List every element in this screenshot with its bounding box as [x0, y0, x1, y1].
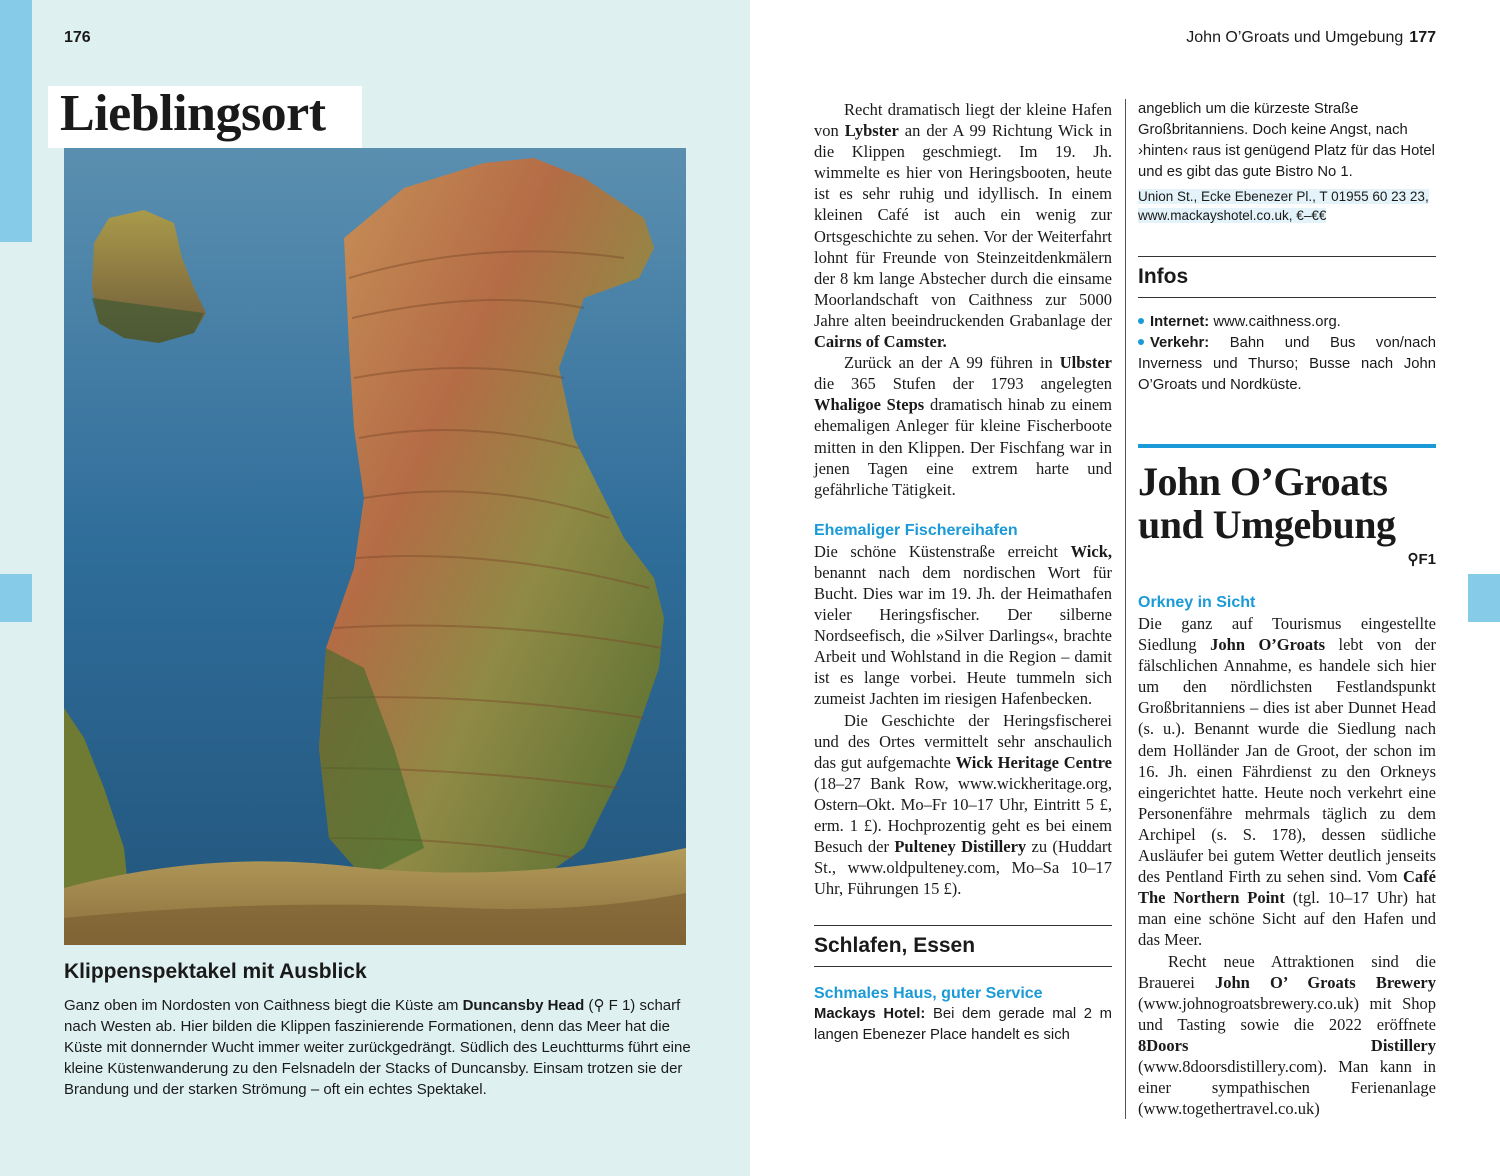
section-title: John O’Groats und Umgebung	[1138, 459, 1396, 547]
hotel-text: Mackays Hotel: Bei dem gerade mal 2 m langen Ebenezer Place handelt es sich	[814, 1006, 1113, 1044]
column-2	[1138, 99, 1436, 1119]
column-divider	[1125, 99, 1126, 1119]
subhead-orkney: Orkney in Sicht	[1138, 594, 1256, 611]
page-title: Lieblingsort	[60, 85, 326, 142]
left-body-text: Ganz oben im Nordosten von Caithness biegt die Küste am Duncansby Head (⚲ F 1) scharf nach Westen ab. Hier bilden die Klippen faszinierende Formationen, denn das Meer hat die Küste mit donnernder Wucht immer weiter zurückgedrängt. Südlich des Leuchtturms führt eine kleine Küstenwanderung zu den Felsnadeln der Stacks of Duncansby. Einsam trotzen sie der Brandung und der starken Strömung – oft ein echtes Spektakel.	[64, 997, 691, 1098]
bullet-icon	[1138, 318, 1144, 324]
info-item-internet: Internet: www.caithness.org.	[1138, 312, 1436, 333]
box-title-schlafen: Schlafen, Essen	[814, 934, 976, 958]
thumb-tab-top-left	[0, 0, 32, 242]
info-item-verkehr: Verkehr: Bahn und Bus von/nach Inverness und Thurso; Busse nach John O’Groats und Nordküste.	[1138, 335, 1436, 393]
box-title-infos: Infos	[1138, 265, 1189, 288]
running-header	[1186, 29, 1436, 47]
paragraph-john-ogroats: Die ganz auf Tourismus eingestellte Siedlung John O’Groats lebt von der fälschlichen Annahme, es handele sich hier um den nördlichsten Festlandspunkt Großbritanniens – dies ist aber Dunnet Head (s. u.). Benannt wurde die Siedlung nach dem Holländer Jan de Groot, der schon im 16. Jh. einen Fährdienst zu den Orkneys eingerichtet hatte. Heute noch verkehrt eine Personenfähre mehrmals täglich zu dem Archipel (s. S. 178), dessen südliche Ausläufer bei gutem Wetter deutlich jenseits des Pentland Firth zu sehen sind. Vom Café The Northern Point (tgl. 10–17 Uhr) hat man eine schöne Sicht auf den Hafen und das Meer.	[1138, 614, 1437, 950]
paragraph-heritage: Die Geschichte der Heringsfischerei und des Ortes vermittelt sehr anschaulich das gut aufgemachte Wick Heritage Centre (18–27 Bank Row, www.wickheritage.org, Ostern–Okt. Mo–Fr 10–17 Uhr, Eintritt 5 £, erm. 1 £). Hochprozentig geht es bei einem Besuch der Pulteney Distillery zu (Huddart St., www.oldpulteney.com, Mo–Sa 10–17 Uhr, Führungen 15 £).	[814, 710, 1113, 899]
page-number-left: 176	[64, 29, 91, 46]
column-1	[814, 99, 1112, 1046]
map-pin-icon: ⚲	[1407, 551, 1419, 568]
paragraph-wick: Die schöne Küstenstraße erreicht Wick, benannt nach dem nordischen Wort für Bucht. Dies war im 19. Jh. der Heimathafen vieler Heringsfischer. Der silberne Nordseefisch, die »Silver Darlings«, brachte Arbeit und Wohlstand in die Region – damit ist es lange vorbei. Heute tummeln sich zumeist Jachten im riesigen Hafenbecken.	[814, 541, 1112, 709]
thumb-tab-right	[1468, 574, 1500, 622]
running-header-title: John O’Groats und Umgebung	[1186, 29, 1404, 46]
bullet-icon	[1138, 339, 1144, 345]
infos-list	[1138, 312, 1436, 396]
infos-rule-bottom	[1138, 297, 1436, 298]
paragraph-attraktionen: Recht neue Attraktionen sind die Brauerei John O’ Groats Brewery (www.johnogroatsbrewery.co.uk) mit Shop und Tasting sowie die 2022 eröffnete 8Doors Distillery (www.8doorsdistillery.com). Man kann in einer sympathischen Ferienanlage (www.togethertravel.co.uk)	[1138, 951, 1436, 1119]
paragraph-ulbster: Zurück an der A 99 führen in Ulbster die 365 Stufen der 1793 angelegten Whaligoe Steps dramatisch hinab zu einem ehemaligen Anleger für kleine Fischerboote mitten in den Klippen. Der Fischfang war in jenen Tagen eine extrem harte und gefährliche Tätigkeit.	[814, 353, 1113, 499]
section-subhead: Klippenspektakel mit Ausblick	[64, 960, 367, 983]
paragraph-lybster: Recht dramatisch liegt der kleine Hafen von Lybster an der A 99 Richtung Wick in die Klippen geschmiegt. Im 19. Jh. wimmelte es hier von Heringsbooten, heute ist es sehr ruhig und idyllisch. In einem kleinen Café ist auch ein wenig zur Ortsgeschichte zu sehen. Vor der Weiterfahrt lohnt für Freunde von Steinzeitdenkmälern der 8 km lange Abstecher durch die einsame Moorlandschaft von Caithness zur 5000 Jahre alten beeindruckenden Grabanlage der Cairns of Camster.	[814, 100, 1113, 352]
map-pin-icon: ⚲	[593, 997, 605, 1014]
page-number-right: 177	[1409, 29, 1436, 46]
hotel-text-continued: angeblich um die kürzeste Straße Großbritanniens. Doch keine Angst, nach ›hinten‹ raus ist genügend Platz für das Hotel und es gibt das gute Bistro No 1.	[1138, 101, 1435, 180]
subhead-hotel: Schmales Haus, guter Service	[814, 985, 1043, 1003]
thumb-tab-mid-left	[0, 574, 32, 622]
box-rule-bottom	[814, 966, 1112, 967]
section-title-rule	[1138, 444, 1436, 448]
hotel-info-line: Union St., Ecke Ebenezer Pl., T 01955 60 23 23, www.mackayshotel.co.uk, €–€€	[1138, 189, 1429, 223]
subhead-fischereihafen: Ehemaliger Fischereihafen	[814, 521, 1018, 539]
sea-stack-photo	[64, 148, 686, 945]
map-reference: ⚲F1	[1407, 551, 1436, 568]
